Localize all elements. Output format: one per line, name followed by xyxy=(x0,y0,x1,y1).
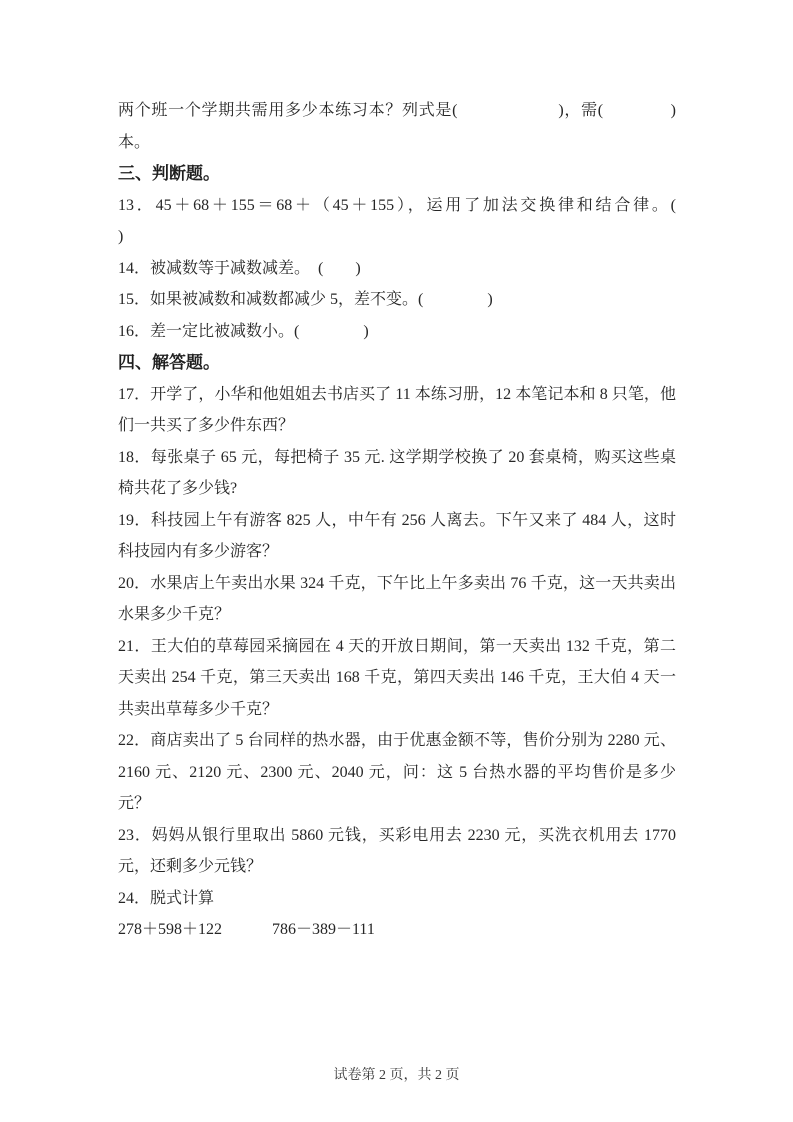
question-16: 16．差一定比被减数小。( ) xyxy=(118,322,369,340)
section-solve-heading: 四、解答题。 xyxy=(118,353,220,372)
calculation-expressions-row xyxy=(118,914,676,946)
calc-expression-2: 786－389－111 xyxy=(272,921,375,938)
question-19: 19．科技园上午有游客 825 人，中午有 256 人离去。下午又来了 484 人，这时科技园内有多少游客？ xyxy=(118,511,676,560)
question-13: 13．45＋68＋155＝68＋（45＋155），运用了加法交换律和结合律。( ) xyxy=(118,196,757,245)
section-judge-heading: 三、判断题。 xyxy=(118,164,220,183)
question-14: 14．被减数等于减数减差。 ( ) xyxy=(118,259,361,277)
question-18: 18．每张桌子 65 元，每把椅子 35 元. 这学期学校换了 20 套桌椅，购买这些桌椅共花了多少钱? xyxy=(118,448,676,497)
question-24: 24．脱式计算 xyxy=(118,889,215,907)
question-21: 21．王大伯的草莓园采摘园在 4 天的开放日期间，第一天卖出 132 千克，第二天卖出 254 千克，第三天卖出 168 千克，第四天卖出 146 千克，王大伯 4 天一共卖出草莓多少千克？ xyxy=(118,637,676,718)
question-12-continuation-line: 两个班一个学期共需用多少本练习本？列式是( )，需( )本。 xyxy=(118,102,676,151)
question-20: 20．水果店上午卖出水果 324 千克，下午比上午多卖出 76 千克，这一天共卖出水果多少千克？ xyxy=(118,574,676,623)
page-footer: 试卷第 2 页，共 2 页 xyxy=(333,1068,460,1083)
question-17: 17．开学了，小华和他姐姐去书店买了 11 本练习册，12 本笔记本和 8 只笔，他们一共买了多少件东西？ xyxy=(118,385,676,434)
question-23: 23．妈妈从银行里取出 5860 元钱，买彩电用去 2230 元，买洗衣机用去 1770 元，还剩多少元钱？ xyxy=(118,826,676,875)
calc-expression-1: 278＋598＋122 xyxy=(118,921,223,938)
question-15: 15．如果被减数和减数都减少 5，差不变。( ) xyxy=(118,291,493,308)
question-22: 22．商店卖出了 5 台同样的热水器，由于优惠金额不等，售价分别为 2280 元、2160 元、2120 元、2300 元、2040 元，问：这 5 台热水器的平均售价是多少元？ xyxy=(118,732,676,812)
